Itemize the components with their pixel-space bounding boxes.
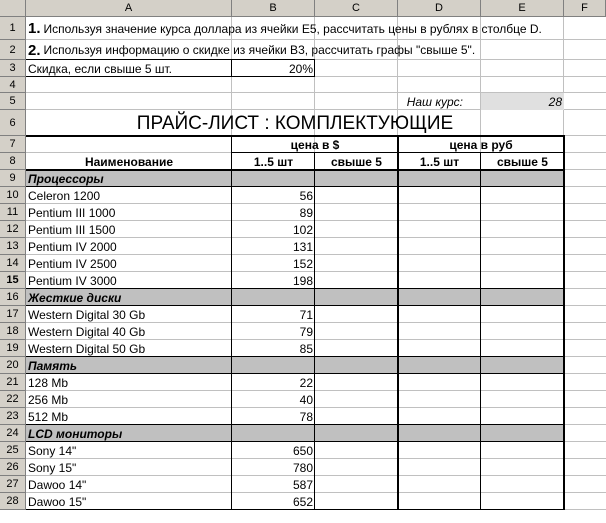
discount-label[interactable]: Скидка, если свыше 5 шт.	[28, 61, 172, 76]
column-header-f[interactable]: F	[564, 0, 606, 17]
category-memory[interactable]: Память	[28, 358, 78, 373]
item-price-usd[interactable]: 85	[299, 341, 313, 356]
item-price-usd[interactable]: 587	[292, 477, 313, 492]
row-header[interactable]: 14	[0, 255, 26, 272]
task-1-text: Используя значение курса доллара из ячейки E5, рассчитать цены в рублях в столбце D.	[43, 21, 542, 36]
row-header[interactable]: 12	[0, 221, 26, 238]
border	[26, 288, 564, 289]
rate-label[interactable]: Наш курс:	[406, 94, 463, 109]
row-header[interactable]: 20	[0, 357, 26, 374]
row-header[interactable]: 26	[0, 459, 26, 476]
row-header[interactable]: 16	[0, 289, 26, 306]
category-hard-disks[interactable]: Жесткие диски	[28, 290, 122, 305]
item-price-usd[interactable]: 22	[299, 375, 313, 390]
item-price-usd[interactable]: 102	[292, 222, 313, 237]
border	[314, 59, 315, 77]
header-rub[interactable]: цена в руб	[449, 137, 513, 152]
row-header[interactable]: 21	[0, 374, 26, 391]
item-name[interactable]: Pentium III 1500	[28, 222, 116, 237]
row-header[interactable]: 2	[0, 40, 26, 60]
border	[232, 152, 564, 153]
task-2[interactable]	[26, 40, 477, 60]
border	[26, 441, 564, 442]
border	[26, 135, 564, 137]
item-price-usd[interactable]: 78	[299, 409, 313, 424]
border	[26, 373, 564, 374]
item-name[interactable]: Pentium IV 2500	[28, 256, 117, 271]
header-usd[interactable]: цена в $	[290, 137, 340, 152]
header-rub-1-5[interactable]: 1..5 шт	[419, 154, 460, 169]
task-1[interactable]	[26, 17, 544, 40]
task-1-number: 1.	[28, 20, 41, 37]
item-name[interactable]: Sony 15"	[28, 460, 77, 475]
row-header[interactable]: 4	[0, 77, 26, 93]
border	[26, 169, 564, 171]
header-usd-over5[interactable]: свыше 5	[331, 154, 382, 169]
row-header[interactable]: 24	[0, 425, 26, 442]
border	[26, 356, 564, 357]
row-header[interactable]: 10	[0, 187, 26, 204]
row-header[interactable]: 3	[0, 60, 26, 77]
item-name[interactable]: 128 Mb	[28, 375, 69, 390]
border	[563, 135, 565, 511]
item-price-usd[interactable]: 56	[299, 188, 313, 203]
header-usd-1-5[interactable]: 1..5 шт	[253, 154, 294, 169]
row-header[interactable]: 18	[0, 323, 26, 340]
border	[314, 152, 315, 510]
header-name[interactable]: Наименование	[84, 154, 174, 169]
row-header[interactable]: 8	[0, 153, 26, 170]
select-all-corner[interactable]	[0, 0, 26, 17]
row-header[interactable]: 27	[0, 476, 26, 493]
column-header-e[interactable]: E	[481, 0, 564, 17]
price-list-title[interactable]: ПРАЙС-ЛИСТ : КОМПЛЕКТУЮЩИЕ	[136, 112, 454, 134]
item-price-usd[interactable]: 780	[292, 460, 313, 475]
border	[26, 305, 564, 306]
item-name[interactable]: 256 Mb	[28, 392, 69, 407]
row-header[interactable]: 5	[0, 93, 26, 110]
item-name[interactable]: Celeron 1200	[28, 188, 101, 203]
row-header[interactable]: 13	[0, 238, 26, 255]
item-price-usd[interactable]: 79	[299, 324, 313, 339]
category-processors[interactable]: Процессоры	[28, 171, 104, 186]
border	[26, 424, 564, 425]
row-header[interactable]: 17	[0, 306, 26, 323]
header-rub-over5[interactable]: свыше 5	[497, 154, 548, 169]
item-price-usd[interactable]: 71	[299, 307, 313, 322]
discount-value-cell[interactable]: 20%	[288, 61, 313, 76]
row-header[interactable]: 22	[0, 391, 26, 408]
item-name[interactable]: Pentium IV 2000	[28, 239, 117, 254]
item-price-usd[interactable]: 198	[292, 273, 313, 288]
row-header[interactable]: 7	[0, 136, 26, 153]
blank-area	[0, 510, 606, 523]
item-name[interactable]: Dawoo 15"	[28, 494, 87, 509]
column-header-b[interactable]: B	[232, 0, 315, 17]
item-name[interactable]: 512 Mb	[28, 409, 69, 424]
border	[231, 59, 232, 77]
border	[397, 135, 399, 510]
item-price-usd[interactable]: 40	[299, 392, 313, 407]
item-price-usd[interactable]: 652	[292, 494, 313, 509]
border	[480, 152, 481, 510]
column-header-a[interactable]: A	[26, 0, 232, 17]
item-name[interactable]: Pentium IV 3000	[28, 273, 117, 288]
item-name[interactable]: Western Digital 40 Gb	[28, 324, 146, 339]
border	[26, 186, 564, 187]
item-price-usd[interactable]: 131	[292, 239, 313, 254]
item-name[interactable]: Dawoo 14"	[28, 477, 87, 492]
row-header[interactable]: 9	[0, 170, 26, 187]
item-name[interactable]: Western Digital 50 Gb	[28, 341, 146, 356]
item-price-usd[interactable]: 152	[292, 256, 313, 271]
row-header-active[interactable]: 15	[0, 272, 26, 289]
column-header-c[interactable]: C	[315, 0, 398, 17]
row-header[interactable]: 6	[0, 110, 26, 136]
category-lcd-monitors[interactable]: LCD мониторы	[28, 426, 123, 441]
row-header[interactable]: 11	[0, 204, 26, 221]
row-header[interactable]: 1	[0, 17, 26, 40]
border	[26, 59, 315, 60]
row-header[interactable]: 25	[0, 442, 26, 459]
row-header[interactable]: 28	[0, 493, 26, 510]
rate-value-cell[interactable]: 28	[548, 94, 562, 109]
item-price-usd[interactable]: 89	[299, 205, 313, 220]
border	[231, 135, 232, 510]
row-header[interactable]: 23	[0, 408, 26, 425]
item-name[interactable]: Pentium III 1000	[28, 205, 116, 220]
item-price-usd[interactable]: 650	[292, 443, 313, 458]
item-name[interactable]: Sony 14"	[28, 443, 77, 458]
row-header[interactable]: 19	[0, 340, 26, 357]
task-2-number: 2.	[28, 41, 41, 59]
task-2-text: Используя информацию о скидке из ячейки B3, рассчитать графы "свыше 5".	[43, 43, 476, 57]
border	[26, 76, 315, 77]
item-name[interactable]: Western Digital 30 Gb	[28, 307, 146, 322]
column-header-d[interactable]: D	[398, 0, 481, 17]
